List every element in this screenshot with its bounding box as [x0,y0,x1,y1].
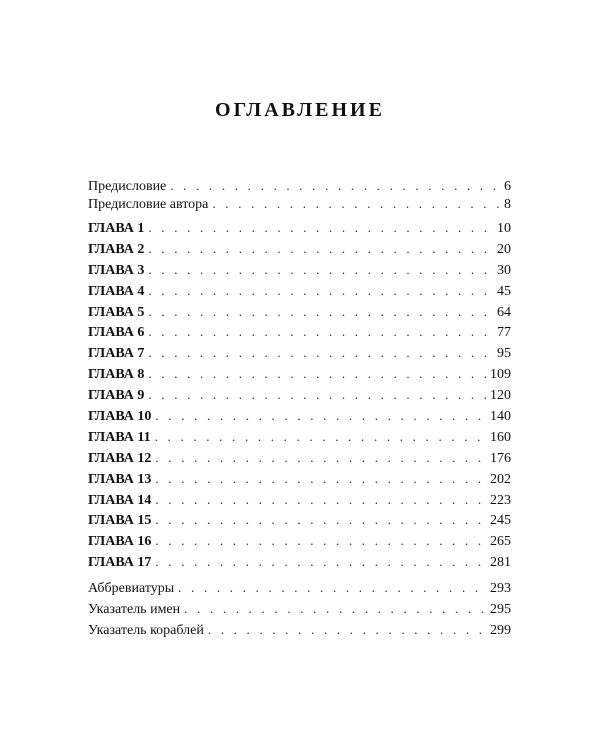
page-number: 10 [497,221,511,236]
back-matter-label: Указатель кораблей [88,622,204,638]
chapter-label: ГЛАВА 2 [88,241,145,257]
dot-leader [155,427,486,448]
chapter-label: ГЛАВА 10 [88,409,152,425]
dot-leader [178,578,486,599]
page-number: 45 [497,283,511,299]
chapter-entry[interactable] [88,364,511,385]
chapter-label: ГЛАВА 16 [88,534,152,550]
chapter-entry[interactable] [88,322,511,343]
chapter-entry[interactable] [88,448,511,469]
chapter-entry[interactable] [88,531,511,552]
page-title: ОГЛАВЛЕНИЕ [215,99,385,122]
back-matter-list [88,578,511,641]
page-number: 95 [497,346,511,362]
dot-leader [148,343,493,364]
page-number: 140 [490,409,511,425]
chapter-entry[interactable] [88,302,511,323]
chapter-entry[interactable] [88,427,511,448]
page-number: 160 [490,429,511,445]
chapter-entry[interactable] [88,281,511,302]
chapter-entry[interactable] [88,510,511,531]
page-number: 295 [490,602,511,618]
chapter-label: ГЛАВА 13 [88,471,152,487]
chapter-label: ГЛАВА 1 [88,221,145,236]
chapter-label: ГЛАВА 11 [88,429,151,445]
dot-leader [148,260,493,281]
chapter-entry[interactable] [88,239,511,260]
dot-leader [155,469,486,490]
front-matter-entry[interactable] [88,195,511,213]
front-matter-label: Предисловие автора [88,197,209,212]
back-matter-entry[interactable] [88,620,511,641]
chapter-label: ГЛАВА 9 [88,388,145,404]
chapter-entry[interactable] [88,343,511,364]
dot-leader [155,531,486,552]
chapter-label: ГЛАВА 7 [88,346,145,362]
dot-leader [208,620,486,641]
table-of-contents [88,177,511,641]
page-number: 77 [497,325,511,341]
page-number: 30 [497,262,511,278]
page-number: 120 [490,388,511,404]
front-matter-list [88,177,511,213]
chapter-label: ГЛАВА 6 [88,325,145,341]
dot-leader [170,177,500,195]
page-number: 245 [490,513,511,529]
page-number: 281 [490,555,511,571]
chapters-list [88,218,511,573]
page-number: 299 [490,622,511,638]
back-matter-entry[interactable] [88,578,511,599]
chapter-label: ГЛАВА 17 [88,555,152,571]
back-matter-label: Аббревиатуры [88,581,175,597]
front-matter-entry[interactable] [88,177,511,195]
page-number: 176 [490,450,511,466]
page-number: 265 [490,534,511,550]
dot-leader [155,552,486,573]
chapter-label: ГЛАВА 14 [88,492,152,508]
chapter-entry[interactable] [88,490,511,511]
chapter-entry[interactable] [88,469,511,490]
page-number: 109 [490,367,511,383]
dot-leader [212,195,500,213]
dot-leader [155,406,486,427]
chapter-entry[interactable] [88,406,511,427]
dot-leader [148,281,493,302]
page-number: 293 [490,581,511,597]
chapter-entry[interactable] [88,260,511,281]
back-matter-entry[interactable] [88,599,511,620]
chapter-label: ГЛАВА 12 [88,450,152,466]
chapter-entry[interactable] [88,385,511,406]
front-matter-label: Предисловие [88,179,167,194]
dot-leader [148,364,486,385]
dot-leader [148,239,493,260]
page-number: 8 [504,197,511,212]
page-number: 6 [504,179,511,194]
chapter-label: ГЛАВА 3 [88,262,145,278]
page-number: 223 [490,492,511,508]
dot-leader [155,448,486,469]
chapter-label: ГЛАВА 8 [88,367,145,383]
dot-leader [148,385,486,406]
dot-leader [148,302,493,323]
page-number: 64 [497,304,511,320]
chapter-label: ГЛАВА 4 [88,283,145,299]
back-matter-label: Указатель имен [88,602,181,618]
page-number: 20 [497,241,511,257]
dot-leader [184,599,486,620]
page-number: 202 [490,471,511,487]
dot-leader [155,510,486,531]
chapter-entry[interactable] [88,218,511,239]
chapter-label: ГЛАВА 15 [88,513,152,529]
chapter-label: ГЛАВА 5 [88,304,145,320]
chapter-entry[interactable] [88,552,511,573]
dot-leader [148,218,493,239]
dot-leader [155,490,486,511]
dot-leader [148,322,493,343]
